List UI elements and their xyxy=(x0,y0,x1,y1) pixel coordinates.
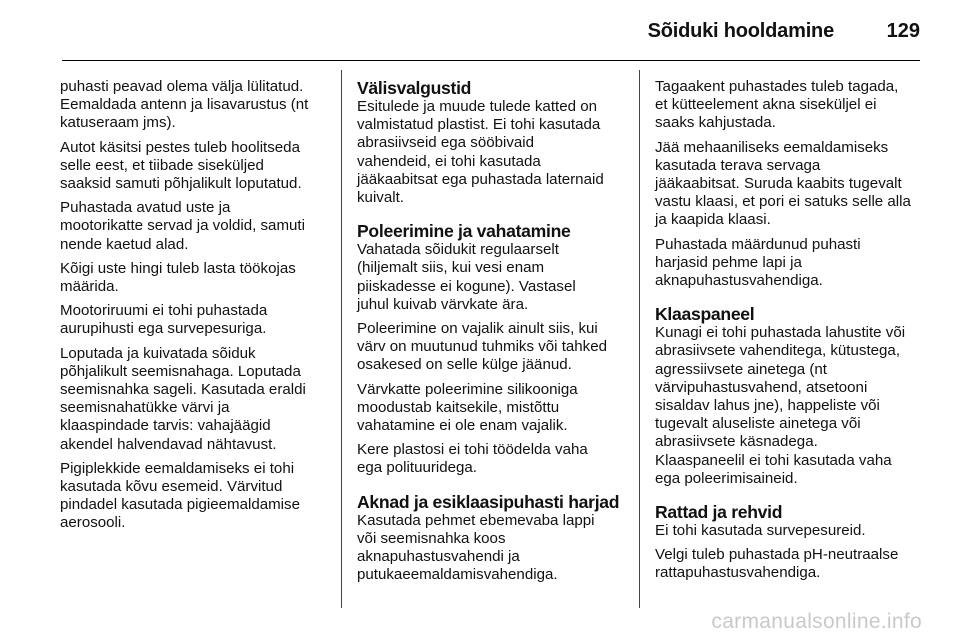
page-number: 129 xyxy=(886,20,920,42)
header-divider xyxy=(62,60,920,61)
column-divider-right xyxy=(639,70,640,608)
paragraph: Kõigi uste hingi tuleb lasta töökojas määrida. xyxy=(60,259,296,296)
text-column-2 xyxy=(357,78,623,590)
paragraph: Puhastada määrdunud puhasti harjasid pehme lapi ja aknapuhastusvahendiga. xyxy=(655,235,861,290)
page-header xyxy=(0,0,960,60)
section-heading-windows: Aknad ja esiklaasipuhasti harjad xyxy=(357,491,620,512)
paragraph: Vahatada sõidukit regulaarselt (hiljemalt siis, kui vesi enam piiskadesse ei kogune). Vastasel juhul kuivab värvkate ära. xyxy=(357,241,576,313)
paragraph: Värvkatte poleerimine silikooniga moodustab kaitsekile, mistõttu vahatamine ei ole enam vajalik. xyxy=(357,380,578,435)
paragraph: Velgi tuleb puhastada pH-neutraalse rattapuhastusvahendiga. xyxy=(655,546,899,582)
paragraph: Tagaakent puhastades tuleb tagada, et kütteelement akna siseküljel ei saaks kahjustada. xyxy=(655,78,899,132)
paragraph: Poleerimine on vajalik ainult siis, kui värv on muutunud tuhmiks või tahked osakesed on selle külge jäänud. xyxy=(357,320,608,374)
column-divider-left xyxy=(341,70,342,608)
paragraph: Pigiplekkide eemaldamiseks ei tohi kasutada kõvu esemeid. Värvitud pindadel kasutada pigieemaldamise aerosooli. xyxy=(60,459,300,532)
paragraph: puhasti peavad olema välja lülitatud. Eemaldada antenn ja lisavarustus (nt katuseraam jms). xyxy=(60,78,309,132)
paragraph: Puhastada avatud uste ja mootorikatte servad ja voldid, samuti nende kaetud alad. xyxy=(60,199,305,253)
paragraph: Esitulede ja muude tulede katted on valmistatud plastist. Ei tohi kasutada abrasiivseid ega sööbivaid vahendeid, ei tohi kasutada jääkaabitsat ega puhastada laternaid kuivalt. xyxy=(357,98,604,207)
paragraph: Jää mehaaniliseks eemaldamiseks kasutada terava servaga jääkaabitsat. Suruda kaabits tugevalt vastu klaasi, et pori ei satuks selle alla ja kaapida klaasi. xyxy=(655,138,911,229)
watermark: carmanualsonline.info xyxy=(711,610,922,633)
section-heading-glass-panel: Klaaspaneel xyxy=(655,304,755,325)
text-column-1 xyxy=(60,78,326,539)
text-column-3 xyxy=(655,78,921,589)
paragraph: Kasutada pehmet ebemevaba lappi või seemisnahka koos aknapuhastusvahendi ja putukaeemaldamisvahendiga. xyxy=(357,511,595,584)
paragraph: Kunagi ei tohi puhastada lahustite või abrasiivsete vahenditega, kütustega, agressiivsete ainetega (nt värvipuhastusvahend, atsetooni sisaldav lahus jne), happeliste või tugevalt aluseliste ainetega või abrasiivsete käsnadega. Klaaspaneelil ei tohi kasutada vaha ega poleerimisaineid. xyxy=(655,324,906,487)
section-heading-polishing: Poleerimine ja vahatamine xyxy=(357,221,571,242)
paragraph: Loputada ja kuivatada sõiduk põhjalikult seemisnahaga. Loputada seemisnahka sageli. Kasutada eraldi seemisnahatükke värvi ja klaaspindade tarvis: vahajäägid akendel halvendavad nähtavust. xyxy=(60,344,306,453)
page-title: Sõiduki hooldamine xyxy=(647,20,834,42)
paragraph: Mootoriruumi ei tohi puhastada aurupihusti ega survepesuriga. xyxy=(60,302,268,338)
section-heading-wheels-tyres: Rattad ja rehvid xyxy=(655,502,783,523)
section-heading-exterior-lights: Välisvalgustid xyxy=(357,78,472,98)
paragraph: Autot käsitsi pestes tuleb hoolitseda selle eest, et tiibade siseküljed saaksid samuti põhjalikult loputatud. xyxy=(60,138,302,193)
paragraph: Kere plastosi ei tohi töödelda vaha ega polituuridega. xyxy=(357,441,588,477)
paragraph: Ei tohi kasutada survepesureid. xyxy=(655,522,866,540)
